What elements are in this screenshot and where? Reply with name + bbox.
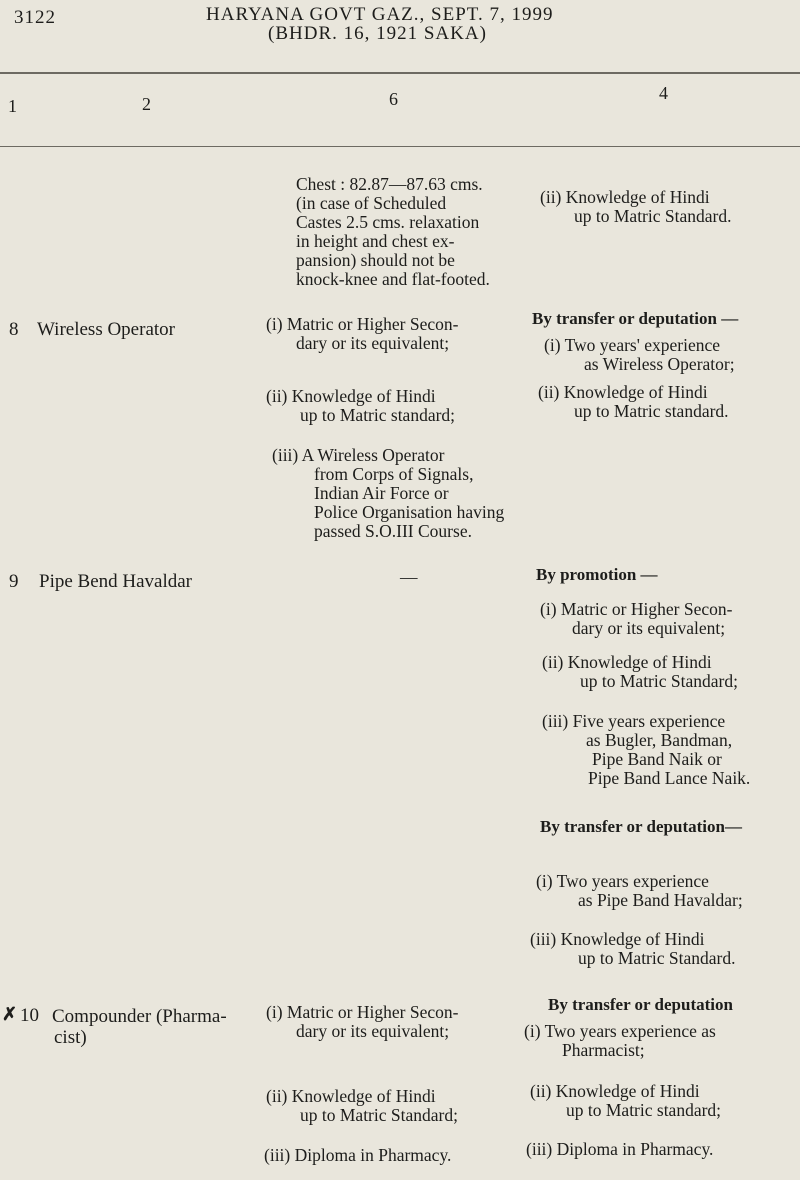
row-8-col6-item-ii xyxy=(266,387,455,425)
continued-line: Chest : 82.87—87.63 cms. xyxy=(296,174,483,194)
margin-mark-icon: ✗ xyxy=(2,1004,18,1024)
text-line: dary or its equivalent; xyxy=(296,1021,450,1041)
text-line: (i) Matric or Higher Secon- xyxy=(540,599,733,619)
text-line: as Bugler, Bandman, xyxy=(586,730,733,750)
text-line: dary or its equivalent; xyxy=(296,333,450,353)
row-9-col4-item-ii xyxy=(542,653,738,691)
text-line: (i) Matric or Higher Secon- xyxy=(266,314,459,334)
text-line: (ii) Knowledge of Hindi xyxy=(538,382,708,402)
row-9-col6-dash: — xyxy=(400,567,418,587)
text-line: up to Matric Standard; xyxy=(580,671,738,691)
row-9-number: 9 xyxy=(9,571,19,592)
header-rule xyxy=(0,72,800,74)
row-8-col6-item-iii xyxy=(272,446,504,541)
text-line: (ii) Knowledge of Hindi xyxy=(530,1081,700,1101)
row-9-col4-transfer-heading: By transfer or deputation— xyxy=(540,817,742,836)
row-10-col4-item-ii xyxy=(530,1082,721,1120)
row-8-col4-heading: By transfer or deputation — xyxy=(532,309,739,328)
text-line: from Corps of Signals, xyxy=(314,464,474,484)
row-9-col4-transfer-item-iii xyxy=(530,930,735,968)
row-9-col4-transfer-item-i xyxy=(536,872,743,910)
text-line: Police Organisation having xyxy=(314,502,505,522)
gazette-date-line: (BHDR. 16, 1921 SAKA) xyxy=(268,23,487,44)
text-line: (i) Two years experience xyxy=(536,871,709,891)
text-line: (ii) Knowledge of Hindi xyxy=(266,386,436,406)
page-number: 3122 xyxy=(14,7,56,28)
continued-line: knock-knee and flat-footed. xyxy=(296,269,490,289)
column-number-6: 6 xyxy=(389,89,398,109)
row-9-col4-item-iii xyxy=(542,712,750,788)
text-line: up to Matric Standard; xyxy=(300,1105,458,1125)
text-line: (i) Two years experience as xyxy=(524,1021,716,1041)
row-9-post: Pipe Bend Havaldar xyxy=(39,571,193,592)
row-10-col6-item-i xyxy=(266,1003,458,1041)
continued-line: pansion) should not be xyxy=(296,250,455,270)
continued-line: in height and chest ex- xyxy=(296,231,455,251)
row-9-col4-item-i xyxy=(540,600,732,638)
row-8-col6-item-i xyxy=(266,315,458,353)
row-8-number: 8 xyxy=(9,319,19,340)
column-number-1: 1 xyxy=(8,96,17,116)
text-line: dary or its equivalent; xyxy=(572,618,726,638)
row-10-col4-item-i xyxy=(524,1022,716,1060)
text-line: (iii) Five years experience xyxy=(542,711,726,731)
text-line: (i) Matric or Higher Secon- xyxy=(266,1002,459,1022)
row-10-post xyxy=(52,1006,227,1048)
text-line: cist) xyxy=(54,1027,87,1048)
text-line: up to Matric standard. xyxy=(574,401,729,421)
column-header-rule xyxy=(0,146,800,147)
text-line: passed S.O.III Course. xyxy=(314,521,472,541)
text-line: Compounder (Pharma- xyxy=(52,1006,227,1027)
text-line: Indian Air Force or xyxy=(314,483,449,503)
text-line: (ii) Knowledge of Hindi xyxy=(542,652,712,672)
continued-line: (in case of Scheduled xyxy=(296,193,447,213)
text-line: up to Matric standard; xyxy=(300,405,456,425)
text-line: Pharmacist; xyxy=(562,1040,645,1060)
text-line: as Pipe Band Havaldar; xyxy=(578,890,743,910)
text-line: (iii) A Wireless Operator xyxy=(272,445,445,465)
row-8-col4-item-ii xyxy=(538,383,729,421)
continued-col4-line: up to Matric Standard. xyxy=(574,206,732,226)
column-number-4: 4 xyxy=(659,83,668,103)
text-line: up to Matric standard; xyxy=(566,1100,722,1120)
text-line: (iii) Knowledge of Hindi xyxy=(530,929,705,949)
continued-qualifications xyxy=(296,175,490,289)
text-line: Pipe Band Lance Naik. xyxy=(588,768,751,788)
text-line: up to Matric Standard. xyxy=(578,948,736,968)
row-8-col4-item-i xyxy=(544,336,735,374)
row-10-col6-item-ii xyxy=(266,1087,458,1125)
column-number-2: 2 xyxy=(142,94,151,114)
text-line: Pipe Band Naik or xyxy=(592,749,722,769)
row-8-post: Wireless Operator xyxy=(37,319,175,340)
text-line: (i) Two years' experience xyxy=(544,335,721,355)
continued-line: Castes 2.5 cms. relaxation xyxy=(296,212,480,232)
text-line: (ii) Knowledge of Hindi xyxy=(266,1086,436,1106)
row-10-col6-item-iii: (iii) Diploma in Pharmacy. xyxy=(264,1145,452,1165)
row-9-col4-promotion-heading: By promotion — xyxy=(536,565,658,584)
continued-col4 xyxy=(540,188,731,226)
row-10-col4-heading: By transfer or deputation xyxy=(548,995,733,1014)
gazette-title: HARYANA GOVT GAZ., SEPT. 7, 1999 xyxy=(206,4,554,25)
continued-col4-line: (ii) Knowledge of Hindi xyxy=(540,187,710,207)
row-10-number: 10 xyxy=(20,1005,39,1026)
row-10-col4-item-iii: (iii) Diploma in Pharmacy. xyxy=(526,1139,714,1159)
text-line: as Wireless Operator; xyxy=(584,354,735,374)
